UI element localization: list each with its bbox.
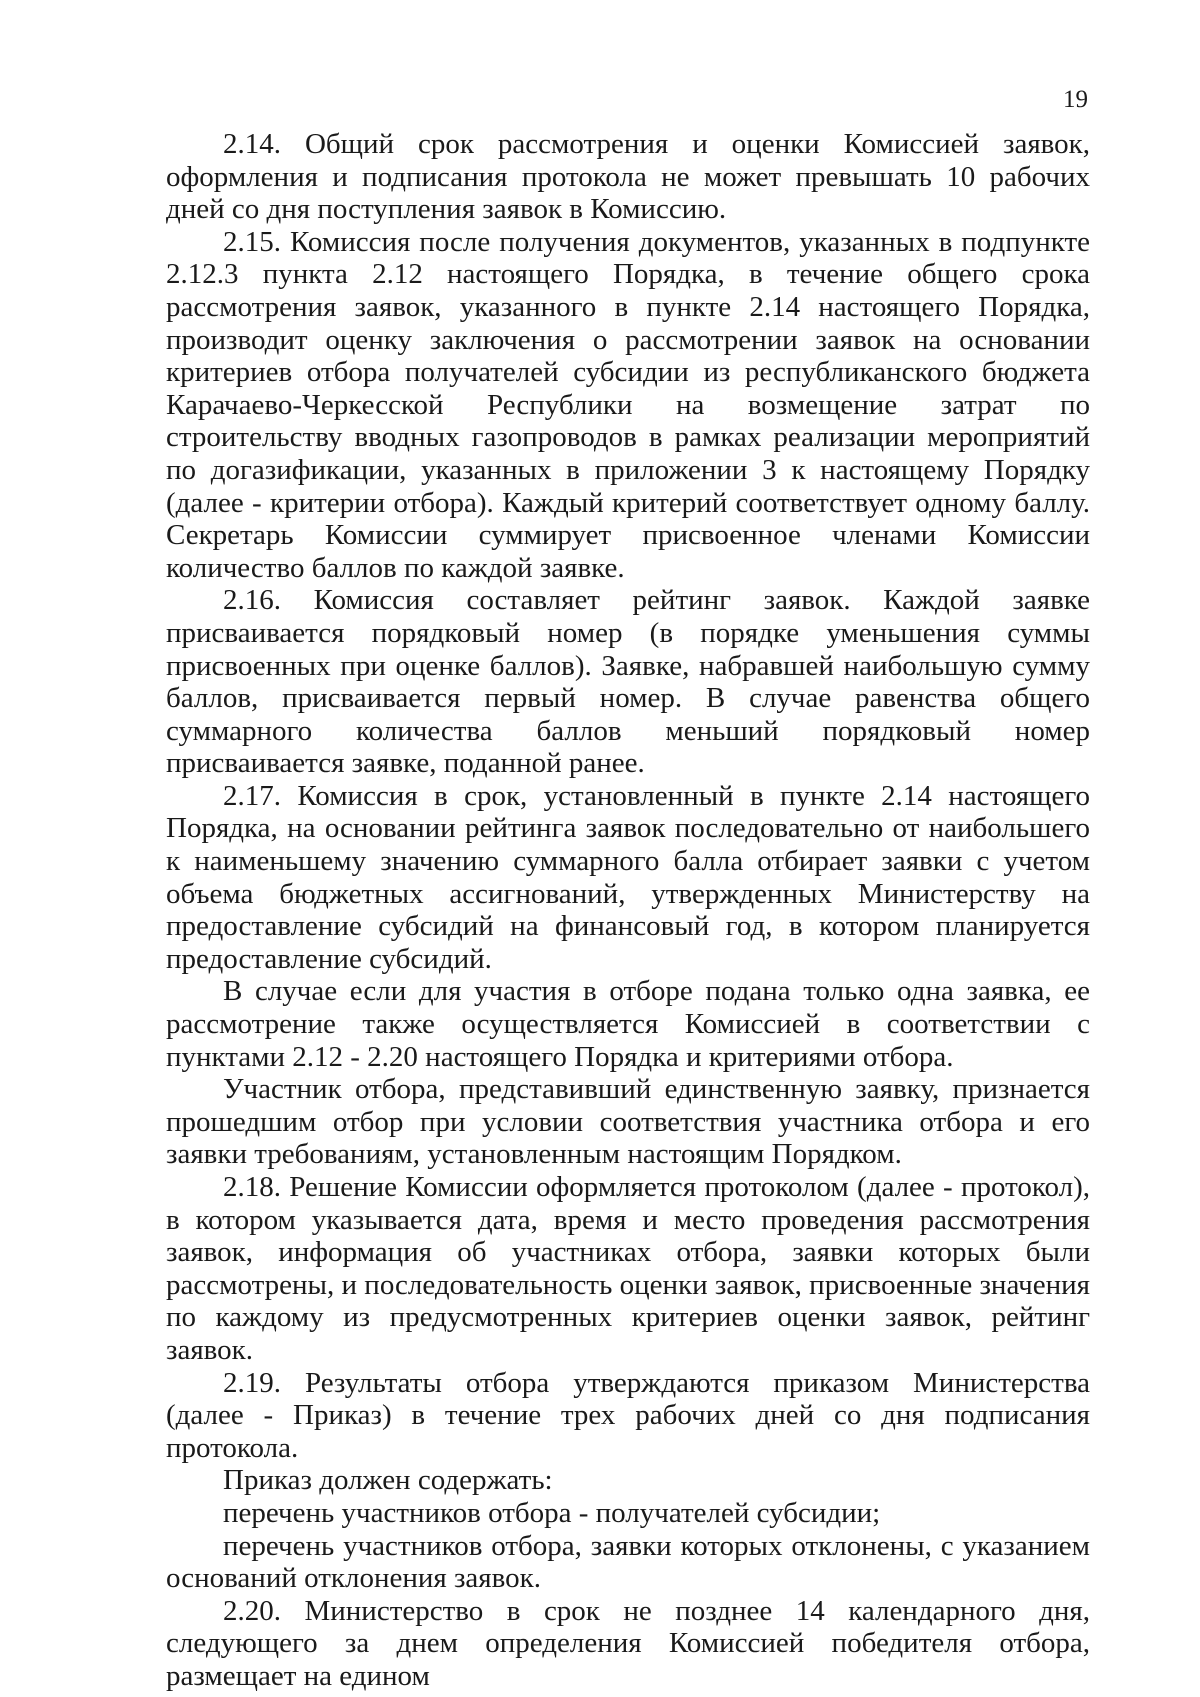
paragraph-order-contents: Приказ должен содержать:: [223, 1464, 553, 1497]
paragraph-rejected-list: перечень участников отбора, заявки которых отклонены, с указанием оснований отклонения заявок.: [166, 1529, 1090, 1595]
paragraph-sole-participant: Участник отбора, представивший единственную заявку, признается прошедшим отбор при условии соответствия участника отбора и его заявки требованиям, установленным настоящим Порядком.: [166, 1073, 1090, 1171]
document-body: [166, 128, 1090, 1693]
paragraph-2-20: 2.20. Министерство в срок не позднее 14 календарного дня, следующего за днем определения Комиссией победителя отбора, размещает на едином: [166, 1594, 1090, 1692]
paragraph-2-14: 2.14. Общий срок рассмотрения и оценки Комиссией заявок, оформления и подписания протокола не может превышать 10 рабочих дней со дня поступления заявок в Комиссию.: [166, 128, 1090, 226]
paragraph-2-15: 2.15. Комиссия после получения документов, указанных в подпункте 2.12.3 пункта 2.12 настоящего Порядка, в течение общего срока рассмотрения заявок, указанного в пункте 2.14 настоящего Порядка, производит оценку заключения о рассмотрении заявок на основании критериев отбора получателей субсидии из республиканского бюджета Карачаево-Черкесской Республики на возмещение затрат по строительству вводных газопроводов в рамках реализации мероприятий по догазификации, указанных в приложении 3 к настоящему Порядку (далее - критерии отбора). Каждый критерий соответствует одному баллу. Секретарь Комиссии суммирует присвоенное членами Комиссии количество баллов по каждой заявке.: [166, 225, 1090, 584]
paragraph-2-18: 2.18. Решение Комиссии оформляется протоколом (далее - протокол), в котором указывается дата, время и место проведения рассмотрения заявок, информация об участниках отбора, заявки которых были рассмотрены, и последовательность оценки заявок, присвоенные значения по каждому из предусмотренных критериев оценки заявок, рейтинг заявок.: [166, 1171, 1090, 1366]
paragraph-2-19: 2.19. Результаты отбора утверждаются приказом Министерства (далее - Приказ) в течение трех рабочих дней со дня подписания протокола.: [166, 1366, 1090, 1464]
paragraph-single-application: В случае если для участия в отборе подана только одна заявка, ее рассмотрение также осуществляется Комиссией в соответствии с пунктами 2.12 - 2.20 настоящего Порядка и критериями отбора.: [166, 975, 1090, 1073]
paragraph-2-17: 2.17. Комиссия в срок, установленный в пункте 2.14 настоящего Порядка, на основании рейтинга заявок последовательно от наибольшего к наименьшему значению суммарного балла отбирает заявки с учетом объема бюджетных ассигнований, утвержденных Министерству на предоставление субсидий на финансовый год, в котором планируется предоставление субсидий.: [166, 779, 1090, 975]
page-number: 19: [1063, 86, 1088, 113]
paragraph-recipients-list: перечень участников отбора - получателей субсидии;: [223, 1496, 881, 1529]
paragraph-2-16: 2.16. Комиссия составляет рейтинг заявок. Каждой заявке присваивается порядковый номер (в порядке уменьшения суммы присвоенных при оценке баллов). Заявке, набравшей наибольшую сумму баллов, присваивается первый номер. В случае равенства общего суммарного количества баллов меньший порядковый номер присваивается заявке, поданной ранее.: [166, 584, 1090, 780]
